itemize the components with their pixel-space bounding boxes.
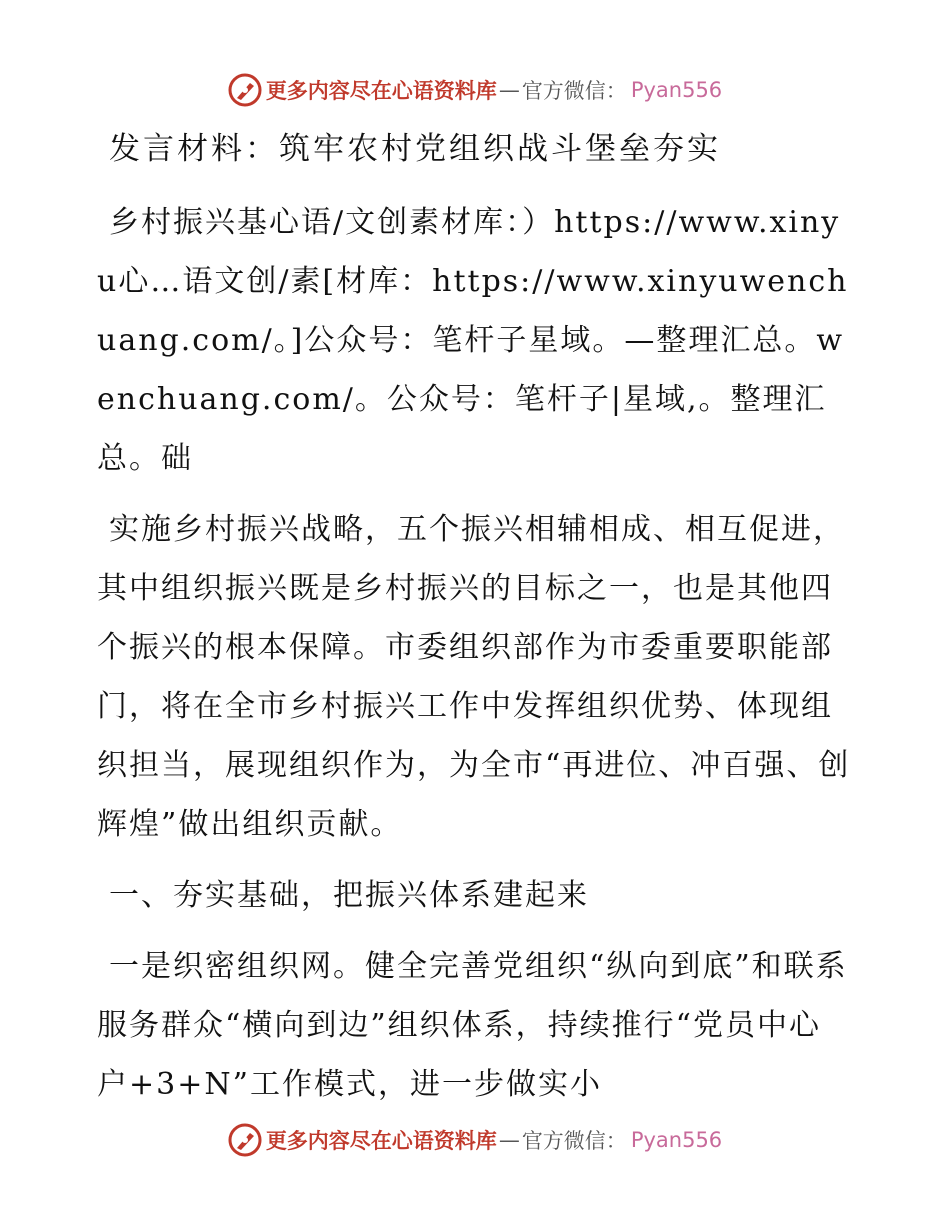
watermark-wechat-id: Pyan556 xyxy=(630,78,723,102)
watermark-text: 更多内容尽在心语资料库 xyxy=(265,1129,497,1153)
pen-logo-icon xyxy=(228,1123,262,1157)
watermark-official-label: 官方微信： xyxy=(521,1129,627,1153)
watermark-official-label: 官方微信： xyxy=(521,79,627,103)
watermark-header xyxy=(0,70,950,110)
watermark-text: 更多内容尽在心语资料库 xyxy=(265,79,497,103)
watermark-dash: — xyxy=(498,1128,520,1152)
paragraph-main: 实施乡村振兴战略，五个振兴相辅相成、相互促进，其中组织振兴既是乡村振兴的目标之一，也是其他四个振兴的根本保障。市委组织部作为市委重要职能部门，将在全市乡村振兴工作中发挥组织优势、体现组织担当，展现组织作为，为全市“再进位、冲百强、创辉煌”做出组织贡献。 xyxy=(97,512,851,842)
paragraph-intro: 乡村振兴基心语/文创素材库：）https://www.xinyu心…语文创/素[材库：https://www.xinyuwenchuang.com/。]公众号：笔杆子星域。—整理汇总。wenchuang.com/。公众号：笔杆子|星域,。整理汇总。础 xyxy=(97,205,849,476)
watermark-dash: — xyxy=(498,78,520,102)
section-heading: 一、夯实基础，把振兴体系建起来 xyxy=(109,878,589,913)
pen-logo-icon xyxy=(228,73,262,107)
watermark-wechat-id: Pyan556 xyxy=(630,1128,723,1152)
watermark-footer xyxy=(0,1120,950,1160)
paragraph-section: 一是织密组织网。健全完善党组织“纵向到底”和联系服务群众“横向到边”组织体系，持续推行“党员中心户+3+N”工作模式，进一步做实小 xyxy=(97,949,848,1102)
document-title: 发言材料：筑牢农村党组织战斗堡垒夯实 xyxy=(109,131,721,167)
document-body xyxy=(97,120,852,1126)
